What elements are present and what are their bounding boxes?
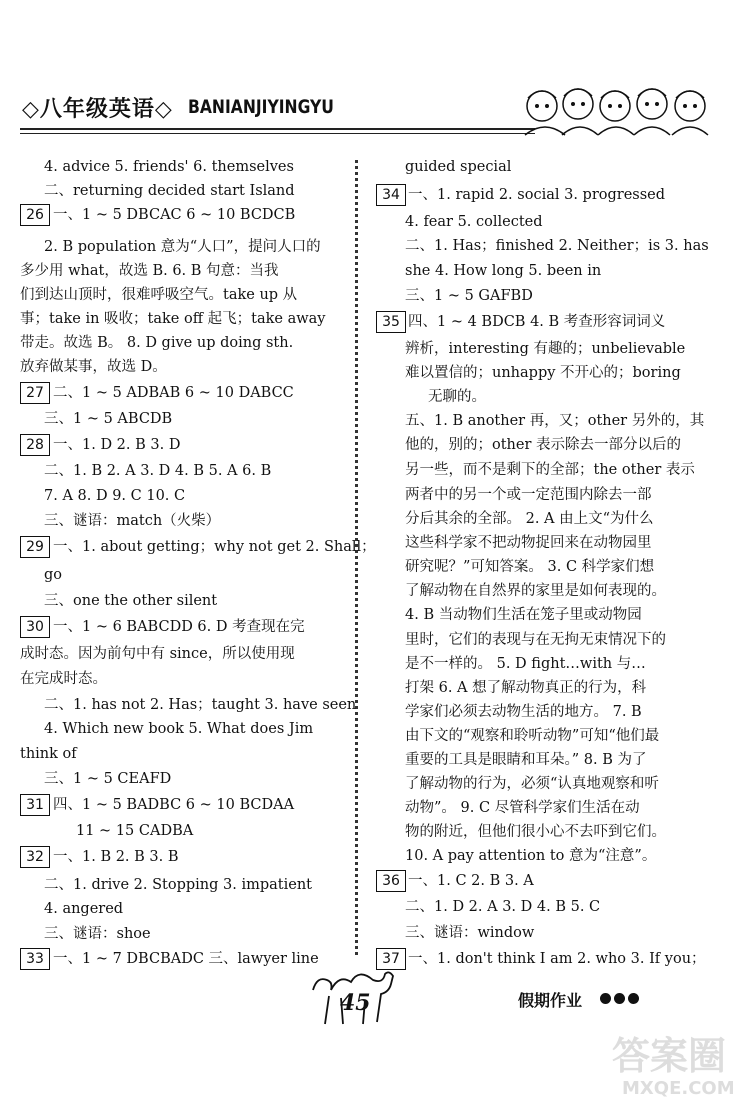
answer-line: 三、谜语：window (405, 925, 535, 941)
answer-line: 一、1. B 2. B 3. B (53, 849, 179, 865)
section-number-box: 35 (376, 311, 406, 333)
answer-line: 4. B 当动物们生活在笼子里或动物园 (405, 607, 642, 623)
answer-line: think of (20, 746, 77, 762)
answer-line: 们到达山顶时，很难呼吸空气。take up 从 (20, 287, 298, 303)
answer-line: 重要的工具是眼睛和耳朵。” 8. B 为了 (405, 752, 647, 768)
answer-line: 三、谜语：shoe (44, 926, 151, 942)
answer-line: 三、1 ~ 5 GAFBD (405, 288, 533, 304)
answer-line: 二、1. D 2. A 3. D 4. B 5. C (405, 899, 601, 915)
answer-line: 里时，它们的表现与在无拘无束情况下的 (405, 632, 666, 648)
answer-line: 在完成时态。 (20, 671, 107, 687)
answer-line: she 4. How long 5. been in (405, 263, 602, 279)
answer-line: 辨析，interesting 有趣的；unbelievable (405, 341, 686, 357)
section-number-box: 29 (20, 536, 50, 558)
answer-line: 由下文的“观察和聆听动物”可知“他们最 (405, 728, 660, 744)
answer-line: 他的，别的；other 表示除去一部分以后的 (405, 437, 682, 453)
answer-line: 另一些，而不是剩下的全部；the other 表示 (405, 462, 695, 478)
section-number-box: 27 (20, 382, 50, 404)
answer-line: 三、one the other silent (44, 593, 218, 609)
answer-line: 一、1. don't think I am 2. who 3. If you； (408, 951, 706, 967)
answer-line: 一、1 ~ 5 DBCAC 6 ~ 10 BCDCB (53, 207, 296, 223)
answer-line: 二、1. drive 2. Stopping 3. impatient (44, 877, 313, 893)
answer-line: 一、1. C 2. B 3. A (408, 873, 534, 889)
header-rule (20, 128, 535, 130)
cartoon-kids-illustration (520, 80, 735, 140)
footer-dot (600, 993, 611, 1004)
answer-line: 研究呢？”可知答案。 3. C 科学家们想 (405, 559, 655, 575)
answer-line: 二、1. Has；finished 2. Neither；is 3. has (405, 238, 709, 254)
book-title-pinyin: BANIANJIYINGYU (188, 96, 334, 118)
answer-line: 难以置信的；unhappy 不开心的；boring (405, 365, 681, 381)
answer-line: 放弃做某事，故选 D。 (20, 359, 167, 375)
answer-line: 一、1. rapid 2. social 3. progressed (408, 187, 666, 203)
section-number-box: 30 (20, 616, 50, 638)
answer-line: 两者中的另一个或一定范围内除去一部 (405, 487, 652, 503)
answer-line: 学家们必须去动物生活的地方。 7. B (405, 704, 642, 720)
answer-line: 三、1 ~ 5 ABCDB (44, 411, 173, 427)
answer-line: 了解动物的行为，必须“认真地观察和听 (405, 776, 659, 792)
answer-line: 成时态。因为前句中有 since，所以使用现 (20, 646, 295, 662)
section-number-box: 34 (376, 184, 406, 206)
answer-line: 11 ~ 15 CADBA (76, 823, 194, 839)
answer-line: 二、returning decided start Island (44, 183, 295, 199)
header-rule-thin (20, 133, 535, 134)
answer-line: 无聊的。 (428, 389, 486, 405)
watermark-logo: 答案圈 (612, 1034, 727, 1078)
answer-line: 是不一样的。 5. D fight…with 与… (405, 656, 646, 672)
answer-line: 多少用 what，故选 B. 6. B 句意：当我 (20, 263, 279, 279)
answer-line: 三、1 ~ 5 CEAFD (44, 771, 172, 787)
footer-dot (614, 993, 625, 1004)
answer-line: 4. advice 5. friends' 6. themselves (44, 159, 294, 175)
answer-line: 事；take in 吸收；take off 起飞；take away (20, 311, 326, 327)
book-title: ◇八年级英语◇ (22, 97, 173, 122)
answer-line: 这些科学家不把动物捉回来在动物园里 (405, 535, 652, 551)
answer-line: 7. A 8. D 9. C 10. C (44, 488, 186, 504)
answer-line: 物的附近，但他们很小心不去吓到它们。 (405, 824, 666, 840)
answer-line: 4. Which new book 5. What does Jim (44, 721, 314, 737)
answer-line: go (44, 567, 63, 583)
answer-line: 一、1 ~ 7 DBCBADC 三、lawyer line (53, 951, 319, 967)
answer-line: 四、1 ~ 5 BADBC 6 ~ 10 BCDAA (53, 797, 295, 813)
answer-line: 动物”。 9. C 尽管科学家们生活在动 (405, 800, 640, 816)
answer-line: 4. angered (44, 901, 124, 917)
answer-line: 4. fear 5. collected (405, 214, 543, 230)
answer-line: guided special (405, 159, 512, 175)
answer-line: 打架 6. A 想了解动物真正的行为，科 (405, 680, 647, 696)
answer-line: 二、1 ~ 5 ADBAB 6 ~ 10 DABCC (53, 385, 294, 401)
answer-line: 了解动物在自然界的家里是如何表现的。 (405, 583, 666, 599)
footer-dot (628, 993, 639, 1004)
section-number-box: 31 (20, 794, 50, 816)
section-number-box: 32 (20, 846, 50, 868)
section-number-box: 33 (20, 948, 50, 970)
answer-line: 二、1. has not 2. Has；taught 3. have seen (44, 697, 357, 713)
answer-line: 一、1. about getting；why not get 2. Shall； (53, 539, 376, 555)
answer-line: 一、1 ~ 6 BABCDD 6. D 考查现在完 (53, 619, 305, 635)
answer-line: 分后其余的全部。 2. A 由上文“为什么 (405, 511, 654, 527)
answer-line: 二、1. B 2. A 3. D 4. B 5. A 6. B (44, 463, 272, 479)
watermark-url: MXQE.COM (622, 1078, 735, 1099)
page-number: 45 (340, 990, 371, 1016)
section-number-box: 37 (376, 948, 406, 970)
answer-line: 10. A pay attention to 意为“注意”。 (405, 848, 657, 864)
answer-line: 一、1. D 2. B 3. D (53, 437, 181, 453)
section-number-box: 26 (20, 204, 50, 226)
answer-line: 三、谜语：match（火柴） (44, 513, 221, 529)
answer-line: 2. B population 意为“人口”，提问人口的 (44, 239, 321, 255)
section-number-box: 36 (376, 870, 406, 892)
section-number-box: 28 (20, 434, 50, 456)
answer-line: 五、1. B another 再，又；other 另外的，其 (405, 413, 705, 429)
answer-line: 带走。故选 B。 8. D give up doing sth. (20, 335, 294, 351)
column-divider (355, 160, 358, 955)
answer-line: 四、1 ~ 4 BDCB 4. B 考查形容词词义 (408, 314, 666, 330)
footer-label: 假期作业 (518, 991, 583, 1010)
